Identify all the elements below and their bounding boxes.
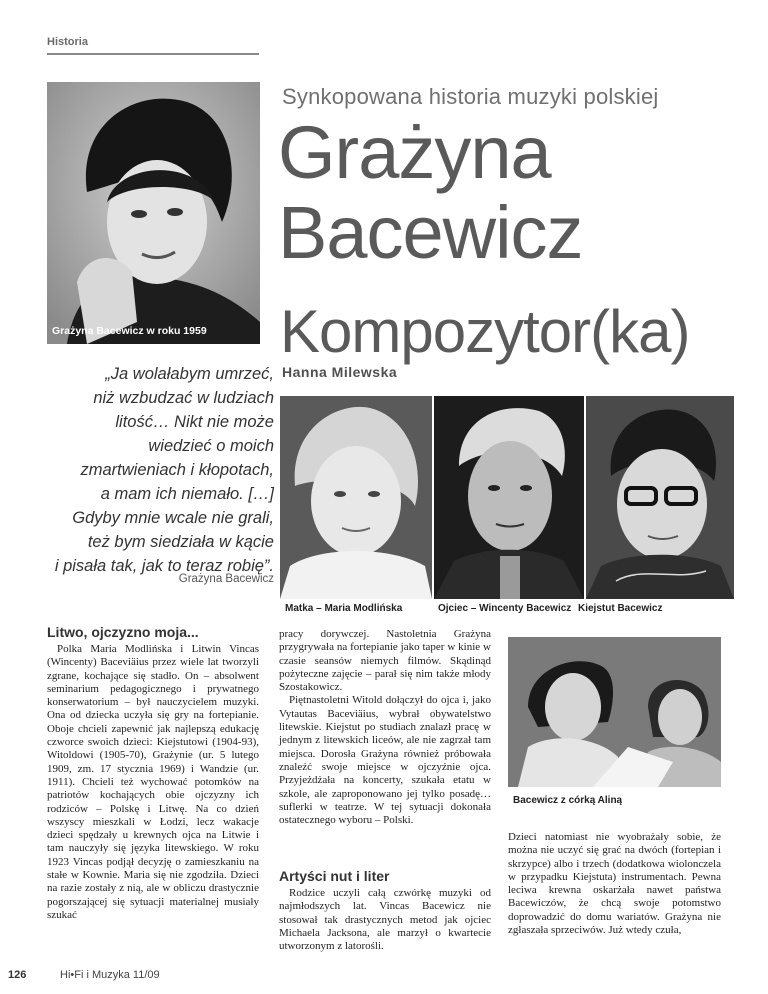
- father-photo: [434, 396, 584, 599]
- column1-body: [47, 643, 259, 922]
- mother-caption: Matka – Maria Modlińska: [285, 603, 403, 614]
- kicker: Synkopowana historia muzyki polskiej: [282, 84, 659, 109]
- title-line-2: Bacewicz: [278, 191, 583, 274]
- title-line-1: Grażyna: [278, 111, 551, 194]
- quote-line: Gdyby mnie wcale nie grali,: [72, 509, 274, 527]
- paragraph: pracy dorywczej. Nastoletnia Grażyna przygrywała na fortepianie jako taper w kinie w czasie seansów niemych filmów. Skądinąd pożyteczne zajęcie – parał się nim także młody Szostakowicz.: [279, 628, 491, 694]
- brother-photo: [586, 396, 734, 599]
- mother-photo: [280, 396, 432, 599]
- quote-author: Grażyna Bacewicz: [178, 573, 274, 585]
- quote-line: zmartwieniach i kłopotach,: [80, 461, 274, 479]
- subtitle: Kompozytor(ka): [280, 298, 690, 365]
- quote-line: i pisała tak, jak to teraz robię”.: [54, 557, 274, 575]
- column2-body-2: [279, 887, 491, 953]
- father-caption: Ojciec – Wincenty Bacewicz: [438, 603, 572, 614]
- portrait-photo: [47, 82, 260, 344]
- quote-line: niż wzbudzać w ludziach: [93, 389, 274, 407]
- daughter-photo: [508, 637, 721, 787]
- quote-line: wiedzieć o moich: [148, 437, 274, 455]
- quote-line: a mam ich niemało. […]: [100, 485, 274, 503]
- column2-body: [279, 628, 491, 827]
- daughter-caption: Bacewicz z córką Aliną: [513, 795, 623, 806]
- paragraph: Rodzice uczyli całą czwórkę muzyki od najmłodszych lat. Vincas Bacewicz nie stosował tak drastycznych metod jak ojciec Michaela Jacksona, ale marzył o kwartecie utworzonym z latorośli.: [279, 887, 491, 953]
- column1-heading: Litwo, ojczyzno moja...: [47, 624, 199, 640]
- column2-heading: Artyści nut i liter: [279, 868, 390, 884]
- paragraph: Polka Maria Modlińska i Litwin Vincas (Wincenty) Baceviäius przez wiele lat tworzyli zgrane, kochające się stadło. On – absolwent seminarium pedagogicznego i prywatnego konserwatorium – był nauczycielem muzyki. Ona od dziecka uczyła się gry na fortepianie. Oboje chcieli zapewnić jak najlepszą edukację czworce swoich dzieci: Kiejstutowi (1904-93), Witoldowi (1905-70), Grażynie (ur. 5 lutego 1909, zm. 17 stycznia 1969) i Wandzie (ur. 1911). Chcieli też wychować potomków na patriotów kochających obie ojczyzny ich rodziców – Polskę i Litwę. Na co dzień wszyscy mieszkali w Łodzi, lecz wakacje dzieci spędzały u krewnych ojca na Litwie i tam nauczyły się języka litewskiego. W roku 1923 Vincas podjął decyzję o zamieszkaniu na stałe w Kownie. Maria się nie zgodziła. Dzieci na razie zostały z nią, ale w obliczu drastycznie pogorszającej się sytuacji materialnej musiały szukać: [47, 643, 259, 921]
- paragraph: Dzieci natomiast nie wyobrażały sobie, że można nie uczyć się grać na dwóch (fortepian i skrzypce) albo i trzech (dodatkowa wiolonczela w przypadku Kiejstuta) instrumentach. Pewna leciwa krewna oskarżała nawet państwa Bacewiczów, że chcą swoje potomstwo doprowadzić do domu wariatów. Grażyna nie zgłaszała sprzeciwów. Już wtedy czuła,: [508, 831, 721, 937]
- column3-body: [508, 831, 721, 937]
- pull-quote: [34, 362, 274, 578]
- quote-line: „Ja wolałabym umrzeć,: [105, 365, 274, 383]
- quote-line: też bym siedziała w kącie: [87, 533, 274, 551]
- author: Hanna Milewska: [282, 364, 398, 380]
- portrait-caption: Grażyna Bacewicz w roku 1959: [52, 325, 207, 337]
- page-number: 126: [8, 969, 27, 981]
- quote-line: litość… Nikt nie może: [115, 413, 274, 431]
- magazine-issue: Hi•Fi i Muzyka 11/09: [60, 969, 160, 981]
- brother-caption: Kiejstut Bacewicz: [578, 603, 663, 614]
- header-rule: [47, 53, 259, 55]
- section-label: Historia: [47, 36, 88, 48]
- paragraph: Piętnastoletni Witold dołączył do ojca i, jako Vytautas Baceviäius, wybrał obywatelstwo litewskie. Kiejstut po studiach znalazł pracę w jednym z litewskich liceów, ale nie zagrzał tam miejsca. Dorosła Grażyna również próbowała znaleźć swoje miejsce w ojczyźnie ojca. Przyjeżdżała na koncerty, szukała etatu w szkole, ale zaproponowano jej tylko posadę… suflerki w teatrze. W tej sytuacji dokonała ostatecznego wyboru – Polski.: [279, 694, 491, 827]
